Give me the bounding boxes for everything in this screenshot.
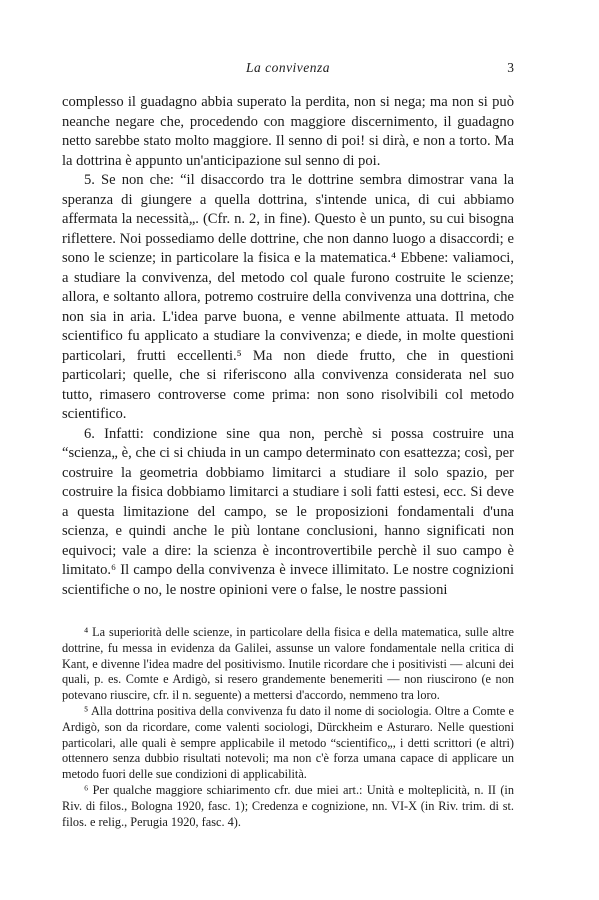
running-head [62, 60, 514, 78]
page-number: 3 [507, 60, 514, 75]
running-title: La convivenza [245, 60, 331, 75]
footnote-6: ⁶ Per qualche maggiore schiarimento cfr. due miei art.: Unità e molteplicità, n. II (in Riv. di filos., Bologna 1920, fasc. 1); Credenza e cognizione, nn. VI-X (in Riv. trim. di st. filos. e relig., Perugia 1920, fasc. 4). [62, 782, 514, 829]
paragraph-6: 6. Infatti: condizione sine qua non, perchè si possa costruire una “scienza„ è, che ci si chiuda in un campo determinato con esattezza; così, per costruire la geometria dobbiamo limitarci a studiare il solo spazio, per costruire la fisica dobbiamo limitarci a studiare i soli fatti estesi, ecc. Si deve a questa limitazione del campo, se le proposizioni fondamentali d'una scienza, e quindi anche le più lontane conclusioni, hanno significati non equivoci; vale a dire: la scienza è incontrovertibile perchè il suo campo è limitato.⁶ Il campo della convivenza è invece illimitato. Le nostre cognizioni scientifiche o no, le nostre opinioni vere o false, le nostre passioni [62, 425, 514, 598]
body-text [62, 93, 514, 600]
footnotes [62, 625, 514, 830]
footnote-4: ⁴ La superiorità delle scienze, in particolare della fisica e della matematica, sulle altre dottrine, fu messa in evidenza da Galilei, assunse un valore fondamentale nella critica di Kant, e divenne l'idea madre del positivismo. Inutile ricordare che i positivisti — alcuni dei quali, p. es. Comte e Ardigò, si resero grandemente benemeriti — non riuscirono (e non potevano riuscire, cfr. il n. seguente) a mettersi d'accordo, nemmeno tra loro. [62, 625, 514, 703]
paragraph-5: 5. Se non che: “il disaccordo tra le dottrine sembra dimostrar vana la speranza di giungere a quella dottrina, s'intende unica, di cui abbiamo affermata la necessità„. (Cfr. n. 2, in fine). Questo è un punto, su cui bisogna riflettere. Noi possediamo delle dottrine, che non danno luogo a disaccordi; e sono le scienze; in particolare la fisica e la matematica.⁴ Ebbene: valiamoci, a studiare la convivenza, del metodo col quale furono costruite le scienze; allora, e soltanto allora, potremo costruire della convivenza una dottrina, che non sia in aria. L'idea parve buona, e venne abilmente attuata. Il metodo scientifico fu applicato a studiare la convivenza; e diede, in molte questioni particolari, frutti eccellenti.⁵ Ma non diede frutto, che in questioni particolari; quelle, che si riferiscono alla convivenza considerata nel suo tutto, rimasero controverse come prima: non sono risolvibili col metodo scientifico. [62, 172, 514, 422]
paragraph-continuation: complesso il guadagno abbia superato la perdita, non si nega; ma non si può neanche negare che, procedendo con maggiore discernimento, il guadagno netto sarebbe stato molto maggiore. Il senno di poi! si dirà, e non a torto. Ma la dottrina è appunto un'anticipazione sul senno di poi. [62, 94, 514, 169]
footnote-5: ⁵ Alla dottrina positiva della convivenza fu dato il nome di sociologia. Oltre a Comte e Ardigò, son da ricordare, come valenti sociologi, Dürckheim e Asturaro. Nelle questioni particolari, alle quali è sempre applicabile il metodo “scientifico„, i detti scrittori (e altri) ottennero senza dubbio risultati notevoli; ma non c'è forza umana capace di applicare un metodo fuori delle sue condizioni di applicabilità. [62, 703, 514, 782]
